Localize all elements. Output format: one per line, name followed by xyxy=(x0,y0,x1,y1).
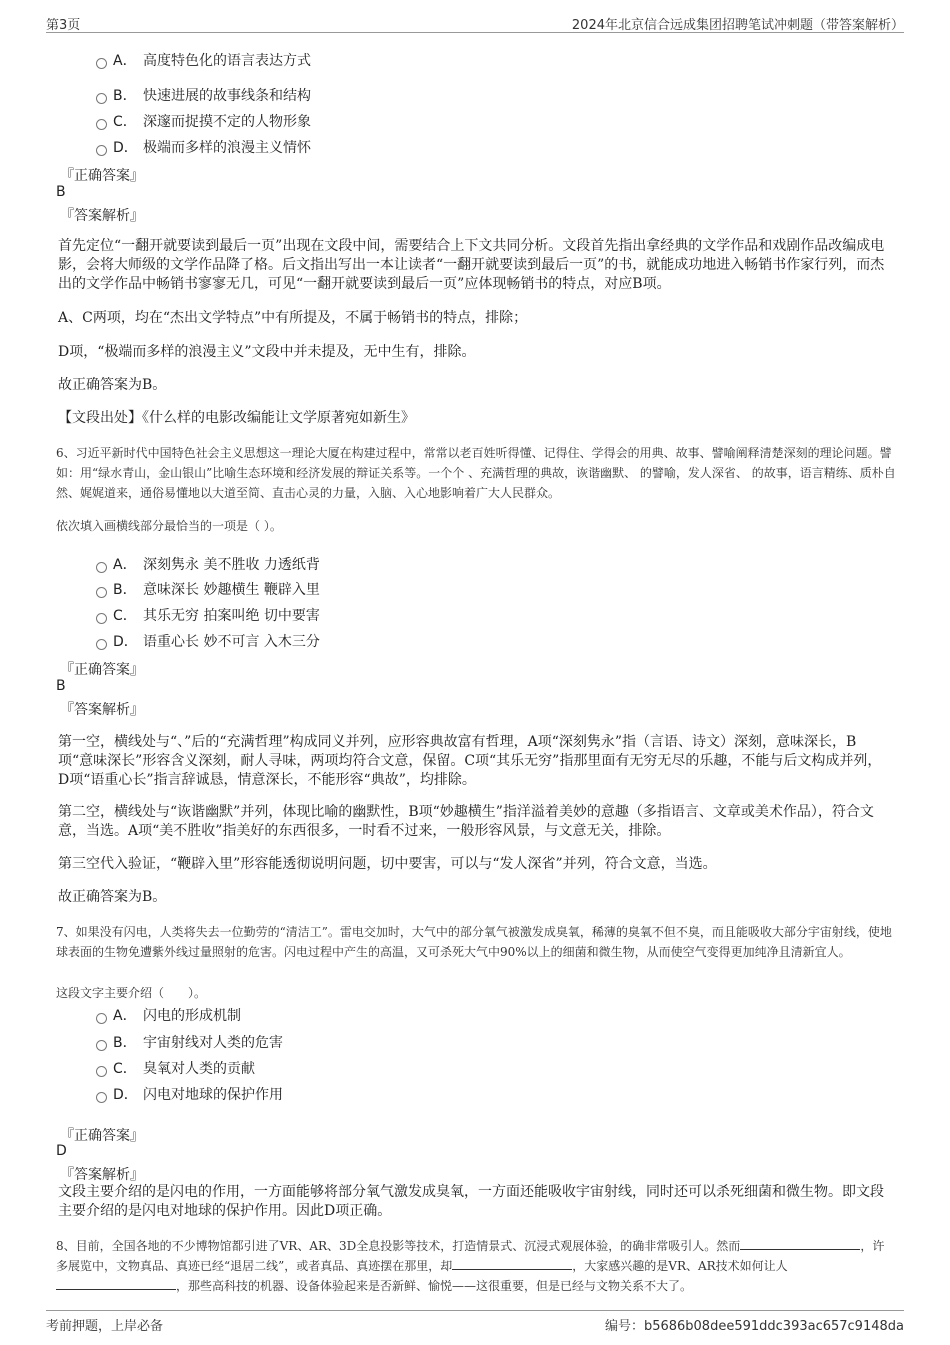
analysis-paragraph: D项，“极端而多样的浪漫主义”文段中并未提及，无中生有，排除。 xyxy=(58,344,476,360)
analysis-paragraph: 第二空，横线处与“诙谐幽默”并列，体现比喻的幽默性，B项“妙趣横生”指洋溢着美妙的意趣（多指语言、文章或美术作品），符合文意，当选。A项“美不胜收”指美好的东西很多，一时看不过来，一般形容风景，与文意无关，排除。 xyxy=(58,804,874,839)
radio-icon[interactable] xyxy=(96,119,107,130)
fill-blank xyxy=(56,1277,176,1290)
answer-label: 『正确答案』 xyxy=(60,662,144,678)
document-id: 编号：b5686b08dee591ddc393ac657c9148da xyxy=(604,1319,904,1334)
document-title: 2024年北京信合远成集团招聘笔试冲刺题（带答案解析） xyxy=(571,18,904,33)
analysis-label: 『答案解析』 xyxy=(60,702,144,718)
option-a[interactable]: A． 深刻隽永 美不胜收 力透纸背 xyxy=(96,554,320,576)
answer-label: 『正确答案』 xyxy=(60,168,144,184)
option-b[interactable]: B． 宇宙射线对人类的危害 xyxy=(96,1032,283,1054)
page-number: 第3页 xyxy=(46,18,81,33)
analysis-paragraph: 文段主要介绍的是闪电的作用，一方面能够将部分氧气激发成臭氧，一方面还能吸收宇宙射线，同时还可以杀死细菌和微生物。即文段主要介绍的是闪电对地球的保护作用。因此D项正确。 xyxy=(58,1184,884,1219)
answer-value: B xyxy=(56,678,66,694)
radio-icon[interactable] xyxy=(96,145,107,156)
option-b[interactable]: B． 快速进展的故事线条和结构 xyxy=(96,85,311,107)
option-b[interactable]: B． 意味深长 妙趣横生 鞭辟入里 xyxy=(96,579,320,601)
page-header xyxy=(46,12,904,33)
analysis-label: 『答案解析』 xyxy=(60,1167,144,1183)
analysis-label: 『答案解析』 xyxy=(60,208,144,224)
radio-icon[interactable] xyxy=(96,1092,107,1103)
question-stem: 7、如果没有闪电，人类将失去一位勤劳的“清洁工”。雷电交加时，大气中的部分氧气被激发成臭氧，稀薄的臭氧不但不臭，而且能吸收大部分宇宙射线，使地球表面的生物免遭紫外线过量照射的危害。闪电过程中产生的高温，又可杀死大气中90%以上的细菌和微生物，从而使空气变得更加纯净且清新宜人。 xyxy=(56,925,892,959)
answer-value: B xyxy=(56,184,66,200)
question-stem: 8、目前，全国各地的不少博物馆都引进了VR、AR、3D全息投影等技术，打造情景式、沉浸式观展体验，的确非常吸引人。然而 ，许多展览中，文物真品、真迹已经“退居二线”，或者真品、真迹摆在那里，却 ，大家感兴趣的是VR、AR技术如何让人，那些高科技的机器、设备体验起来是否新鲜、愉悦——这很重要，但是已经与文物关系不大了。 xyxy=(56,1239,885,1293)
radio-icon[interactable] xyxy=(96,562,107,573)
option-d[interactable]: D． 语重心长 妙不可言 入木三分 xyxy=(96,631,320,653)
question-stem: 6、习近平新时代中国特色社会主义思想这一理论大厦在构建过程中，常常以老百姓听得懂、记得住、学得会的用典、故事、譬喻阐释清楚深刻的理论问题。譬如：用“绿水青山，金山银山”比喻生态环境和经济发展的辩证关系等。一个个 、充满哲理的典故，诙谐幽默、 的譬喻，发人深省、 的故事，语言精练、质朴自然、娓娓道来，通俗易懂地以大道至简、直击心灵的力量，入脑、入心地影响着广大人民群众。 xyxy=(56,446,896,500)
analysis-paragraph: 故正确答案为B。 xyxy=(58,377,167,393)
question-prompt: 这段文字主要介绍（ ）。 xyxy=(56,986,207,1000)
radio-icon[interactable] xyxy=(96,613,107,624)
fill-blank xyxy=(452,1257,572,1270)
analysis-paragraph: 第三空代入验证，“鞭辟入里”形容能透彻说明问题，切中要害，可以与“发人深省”并列，符合文意，当选。 xyxy=(58,856,717,872)
footer-slogan: 考前押题，上岸必备 xyxy=(46,1319,164,1334)
page-footer xyxy=(46,1310,904,1335)
option-d[interactable]: D． 极端而多样的浪漫主义情怀 xyxy=(96,137,311,159)
analysis-paragraph: 第一空，横线处与“、”后的“充满哲理”构成同义并列，应形容典故富有哲理，A项“深刻隽永”指（言语、诗文）深刻，意味深长，B项“意味深长”形容含义深刻，耐人寻味，两项均符合文意，保留。C项“其乐无穷”指那里面有无穷无尽的乐趣，不能与后文构成并列，D项“语重心长”指言辞诚恳，情意深长，不能形容“典故”，均排除。 xyxy=(58,734,882,788)
fill-blank xyxy=(740,1237,860,1250)
radio-icon[interactable] xyxy=(96,93,107,104)
radio-icon[interactable] xyxy=(96,1013,107,1024)
option-a[interactable]: A． 高度特色化的语言表达方式 xyxy=(96,50,311,72)
option-d[interactable]: D． 闪电对地球的保护作用 xyxy=(96,1084,283,1106)
option-a[interactable]: A． 闪电的形成机制 xyxy=(96,1005,241,1027)
answer-label: 『正确答案』 xyxy=(60,1128,144,1144)
source-citation: 【文段出处】《什么样的电影改编能让文学原著宛如新生》 xyxy=(58,410,415,426)
analysis-paragraph: A、C两项，均在“杰出文学特点”中有所提及，不属于畅销书的特点，排除； xyxy=(58,310,528,326)
option-c[interactable]: C． 深邃而捉摸不定的人物形象 xyxy=(96,111,311,133)
radio-icon[interactable] xyxy=(96,1066,107,1077)
option-c[interactable]: C． 臭氧对人类的贡献 xyxy=(96,1058,255,1080)
radio-icon[interactable] xyxy=(96,58,107,69)
analysis-paragraph: 故正确答案为B。 xyxy=(58,889,167,905)
radio-icon[interactable] xyxy=(96,587,107,598)
analysis-paragraph: 首先定位“一翻开就要读到最后一页”出现在文段中间，需要结合上下文共同分析。文段首先指出拿经典的文学作品和戏剧作品改编成电影，会将大师级的文学作品降了格。后文指出写出一本让读者“一翻开就要读到最后一页”的书，就能成功地进入畅销书作家行列，而杰出的文学作品中畅销书寥寥无几，可见“一翻开就要读到最后一页”应体现畅销书的特点，对应B项。 xyxy=(58,238,885,292)
radio-icon[interactable] xyxy=(96,639,107,650)
answer-value: D xyxy=(56,1143,67,1159)
option-c[interactable]: C． 其乐无穷 拍案叫绝 切中要害 xyxy=(96,605,320,627)
question-prompt: 依次填入画横线部分最恰当的一项是（ ）。 xyxy=(56,519,282,533)
radio-icon[interactable] xyxy=(96,1040,107,1051)
